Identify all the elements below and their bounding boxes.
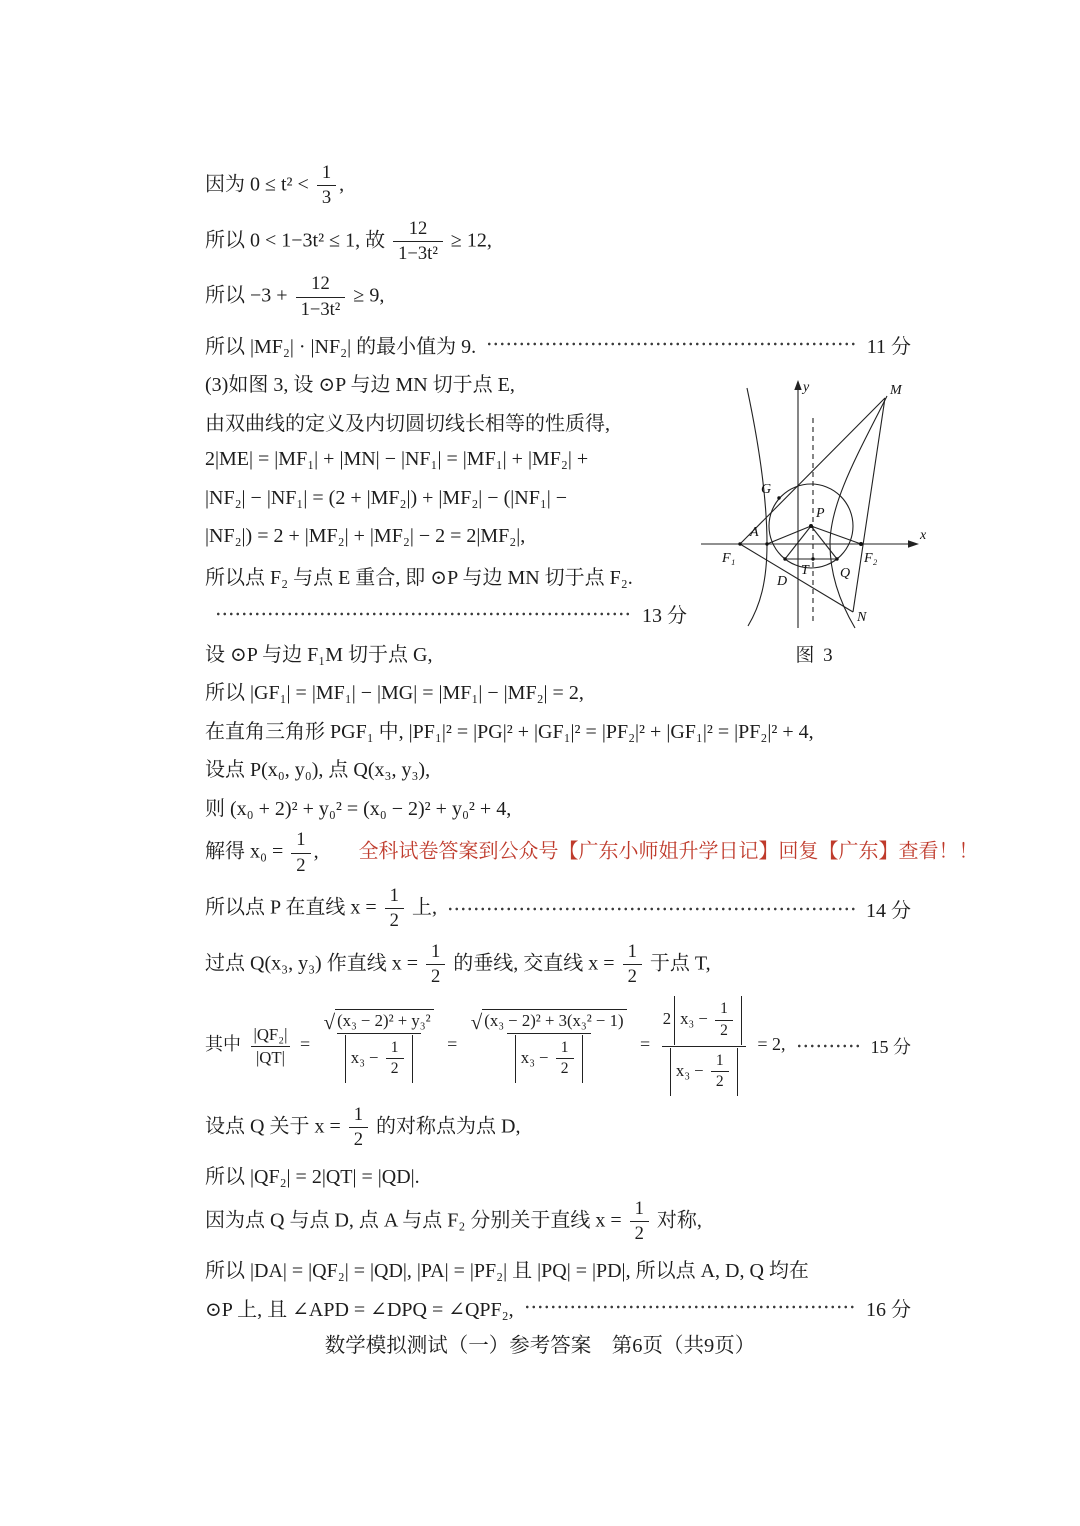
- line-content: 所以 −3 + $\frac{12}{\text{1−3t²}}$ ≥ 9,: [205, 269, 384, 325]
- segment-MN: [853, 398, 885, 612]
- solution-line: [205, 710, 911, 749]
- square-root: √ (x₃ − 2)² + y₃²: [324, 1009, 434, 1031]
- solution-line: [205, 594, 687, 633]
- solution-line: [205, 158, 911, 214]
- fraction: [318, 1008, 440, 1084]
- score-mark: 16 分: [866, 1298, 911, 1321]
- absolute-value: x₃ − $\frac{1}{2}$: [515, 1035, 583, 1083]
- line-content: 所以 0 < 1−3t² ≤ 1, 故 $\frac{12}{\text{1−3t²}}$ ≥ 12,: [205, 214, 492, 270]
- dotted-leader: [447, 906, 856, 912]
- label-D: D: [777, 574, 788, 589]
- solution-line: [205, 787, 911, 826]
- dotted-leader: [486, 341, 857, 347]
- line-content: (3)如图 3, 设 ⊙P 与边 MN 切于点 E,: [205, 374, 515, 397]
- promo-red-text: 全科试卷答案到公众号【广东小师姐升学日记】回复【广东】查看！！: [358, 840, 979, 863]
- hyperbola-left-branch: [747, 388, 767, 626]
- solution-line: [205, 1250, 911, 1289]
- line-content: 则 (x₀ + 2)² + y₀² = (x₀ − 2)² + y₀² + 4,: [205, 797, 512, 820]
- y-axis-arrow: [794, 380, 801, 390]
- fraction: $\frac{1}{2}$: [291, 828, 310, 878]
- figure-3-diagram: [693, 374, 937, 636]
- score-mark: 14 分: [866, 900, 911, 923]
- solution-line: [205, 363, 687, 402]
- solution-line: [205, 881, 911, 937]
- fraction: $\frac{1}{2}$: [556, 1038, 574, 1080]
- solution-line: [205, 1100, 911, 1156]
- line-content: 所以 |QF₂| = 2|QT| = |QD|.: [205, 1166, 420, 1189]
- line-content: 因为 0 ≤ t² < $\frac{1}{3}$ ,: [205, 158, 344, 214]
- solution-line: [205, 671, 687, 710]
- solution-line: [205, 937, 911, 993]
- line-content: |NF₂|) = 2 + |MF₂| + |MF₂| − 2 = 2|MF₂|,: [205, 525, 526, 548]
- score-mark: 11 分: [866, 335, 911, 358]
- point-Q: [835, 557, 838, 560]
- absolute-value: x₃ − $\frac{1}{2}$: [670, 1048, 738, 1096]
- fraction: $\frac{12}{\text{1−3t²}}$: [296, 272, 346, 322]
- label-M: M: [890, 383, 902, 398]
- solution-line: [205, 479, 687, 518]
- square-root: √ (x₃ − 2)² + 3(x₃² − 1): [471, 1009, 627, 1031]
- label-G: G: [761, 482, 772, 497]
- label-A: A: [750, 525, 759, 540]
- fraction: $\frac{1}{3}$: [317, 161, 336, 211]
- segment-F1N: [740, 544, 853, 612]
- label-x-axis: x: [920, 528, 927, 543]
- label-Q: Q: [840, 566, 851, 581]
- solution-line: [205, 748, 911, 787]
- figure-3: [693, 374, 937, 667]
- absolute-value: x₃ − $\frac{1}{2}$: [674, 996, 742, 1044]
- hyperbola-right-branch: [830, 396, 887, 628]
- score-mark: 15 分: [870, 1037, 911, 1058]
- solution-line: [205, 440, 687, 479]
- label-F1: F₁: [722, 551, 736, 566]
- fraction: $\frac{1}{2}$: [386, 1038, 404, 1080]
- solution-line: [205, 1288, 911, 1327]
- fraction: $\frac{12}{\text{1−3t²}}$: [393, 217, 443, 267]
- line-content: 其中 $\frac{\text{|QF₂|}}{|QT|}$ = √ (x₃ − 2)² + y₃² x₃ − $\frac{1}{2}$ = √ (x₃ − 2)² + 3(x₃² − 1) x₃ − $\frac{1}{2}$ = 2 x₃ − $\frac{1}{2}$ x₃ − $\frac{1}{2}$ = 2,: [205, 992, 786, 1100]
- line-content: 所以 |MF₂| · |NF₂| 的最小值为 9.: [205, 335, 477, 358]
- label-N: N: [857, 610, 867, 625]
- fraction: $\frac{1}{2}$: [426, 940, 445, 990]
- solution-line: [205, 214, 911, 270]
- line-content: 在直角三角形 PGF₁ 中, |PF₁|² = |PG|² + |GF₁|² = |PF₂|² + |GF₁|² = |PF₂|² + 4,: [205, 720, 814, 743]
- dotted-leader: [524, 1304, 856, 1310]
- solution-line: [205, 992, 911, 1100]
- fraction: $\frac{1}{2}$: [349, 1103, 368, 1153]
- solution-lines: [205, 158, 979, 1327]
- solution-line: [205, 325, 911, 364]
- label-y-axis: y: [803, 380, 810, 395]
- solution-line: [205, 517, 687, 556]
- point-T: [811, 557, 814, 560]
- point-A: [765, 542, 768, 545]
- line-content: 解得 x₀ = $\frac{1}{2}$ , 全科试卷答案到公众号【广东小师姐升学日记】回复【广东】查看！！: [205, 825, 979, 881]
- solution-line: [205, 633, 687, 672]
- fraction: $\frac{1}{2}$: [385, 884, 404, 934]
- fraction: $\frac{1}{2}$: [623, 940, 642, 990]
- figure-caption: 图 3: [795, 645, 835, 666]
- line-content: |NF₂| − |NF₁| = (2 + |MF₂|) + |MF₂| − (|NF₁| −: [205, 486, 568, 509]
- label-F2: F₂: [864, 551, 878, 566]
- label-T: T: [801, 563, 809, 578]
- x-axis-arrow: [908, 540, 919, 548]
- fraction: 2 x₃ − $\frac{1}{2}$ x₃ − $\frac{1}{2}$: [658, 995, 750, 1097]
- solution-line: [205, 825, 979, 881]
- point-G: [777, 496, 780, 499]
- point-D: [783, 557, 786, 560]
- fraction: $\frac{\text{|QF₂|}}{|QT|}$: [249, 1024, 293, 1069]
- fraction: $\frac{1}{2}$: [715, 999, 733, 1041]
- absolute-value: x₃ − $\frac{1}{2}$: [345, 1035, 413, 1083]
- line-content: 所以 |GF₁| = |MF₁| − |MG| = |MF₁| − |MF₂| = 2,: [205, 682, 584, 705]
- line-content: 设 ⊙P 与边 F₁M 切于点 G,: [205, 643, 433, 666]
- dotted-leader: [215, 611, 632, 617]
- point-F1: [738, 542, 741, 545]
- solution-line: [205, 1156, 911, 1195]
- fraction: $\frac{1}{2}$: [630, 1197, 649, 1247]
- line-content: 因为点 Q 与点 D, 点 A 与点 F₂ 分别关于直线 x = $\frac{1}{2}$ 对称,: [205, 1194, 702, 1250]
- solution-line: [205, 1194, 911, 1250]
- line-content: 设点 Q 关于 x = $\frac{1}{2}$ 的对称点为点 D,: [205, 1100, 520, 1156]
- line-content: 所以点 P 在直线 x = $\frac{1}{2}$ 上,: [205, 881, 437, 937]
- point-P: [809, 524, 813, 528]
- solution-line: [205, 556, 687, 595]
- line-content: 设点 P(x₀, y₀), 点 Q(x₃, y₃),: [205, 759, 431, 782]
- line-content: 所以点 F₂ 与点 E 重合, 即 ⊙P 与边 MN 切于点 F₂.: [205, 566, 633, 589]
- solution-line: [205, 402, 687, 441]
- score-mark: 13 分: [642, 605, 687, 628]
- fraction: $\frac{1}{2}$: [711, 1051, 729, 1093]
- solution-line: [205, 269, 911, 325]
- line-content: 2|ME| = |MF₁| + |MN| − |NF₁| = |MF₁| + |MF₂| +: [205, 448, 589, 471]
- page-footer: 数学模拟测试（一）参考答案 第6页（共9页）: [324, 1335, 756, 1357]
- line-content: 由双曲线的定义及内切圆切线长相等的性质得,: [205, 412, 610, 435]
- label-P: P: [816, 506, 825, 521]
- line-content: 过点 Q(x₃, y₃) 作直线 x = $\frac{1}{2}$ 的垂线, 交直线 x = $\frac{1}{2}$ 于点 T,: [205, 937, 711, 993]
- point-F2: [859, 542, 863, 546]
- dotted-leader: [796, 1043, 861, 1049]
- line-content: 所以 |DA| = |QF₂| = |QD|, |PA| = |PF₂| 且 |PQ| = |PD|, 所以点 A, D, Q 均在: [205, 1260, 809, 1283]
- fraction: [465, 1008, 633, 1084]
- line-content: ⊙P 上, 且 ∠APD = ∠DPQ = ∠QPF₂,: [205, 1298, 514, 1321]
